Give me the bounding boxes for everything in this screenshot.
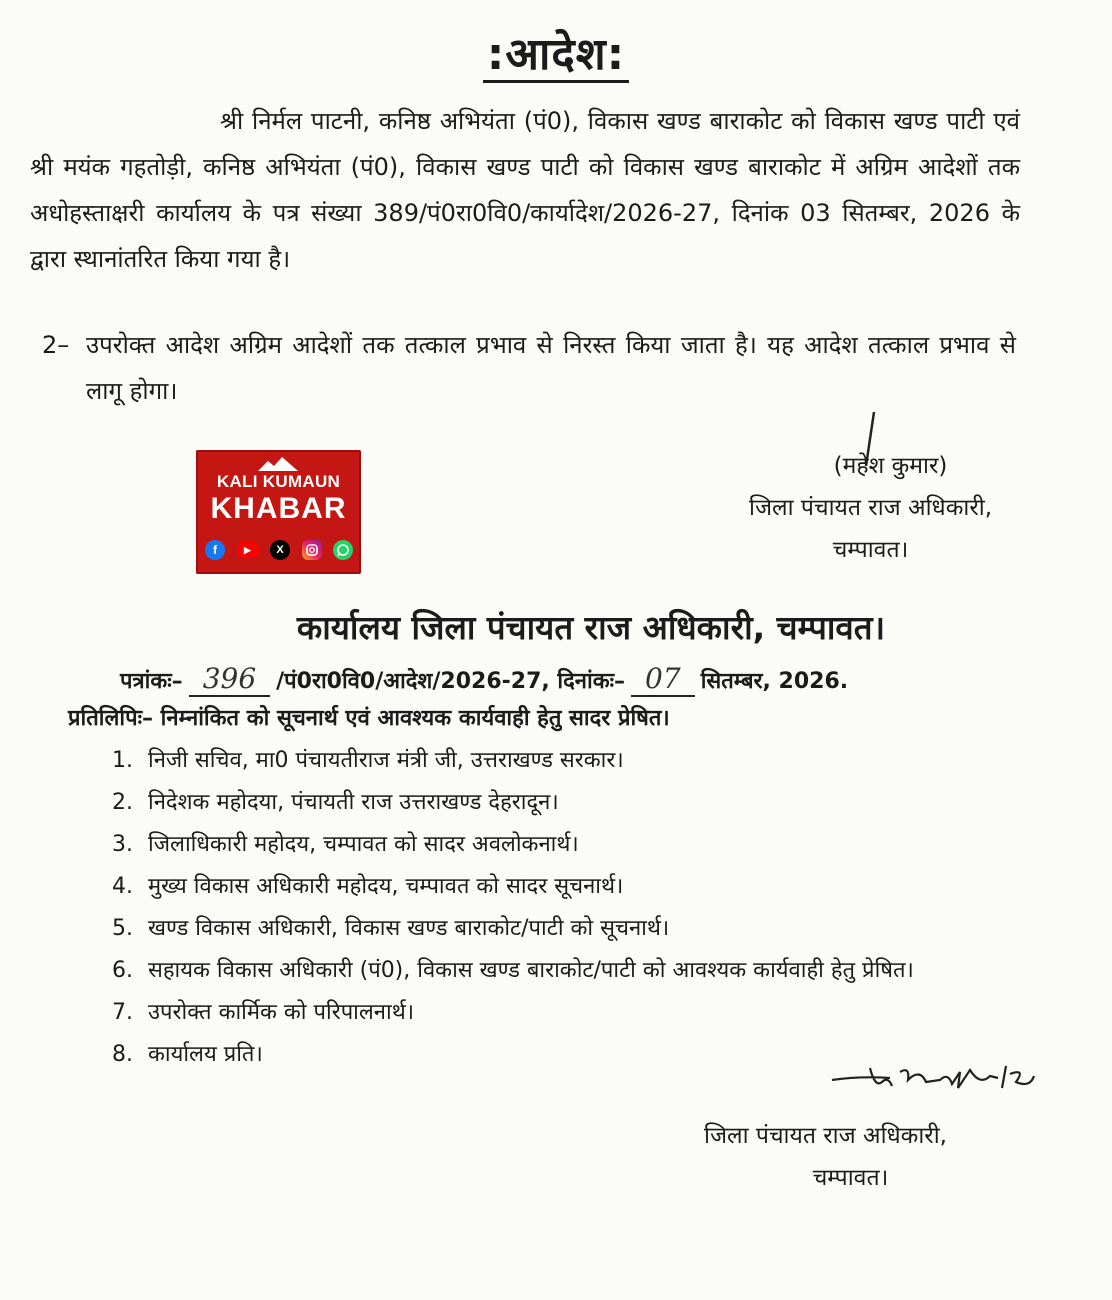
initials-signature	[830, 1058, 1040, 1098]
order-paragraph-2	[42, 322, 1016, 414]
list-item: 1. निजी सचिव, मा0 पंचायतीराज मंत्री जी, उत्तराखण्ड सरकार।	[112, 748, 624, 773]
list-item: 5. खण्ड विकास अधिकारी, विकास खण्ड बाराकोट/पाटी को सूचनार्थ।	[112, 916, 670, 941]
office-heading: कार्यालय जिला पंचायत राज अधिकारी, चम्पावत।	[296, 608, 886, 647]
order-title: :आदेश:	[0, 22, 1112, 82]
mountain-icon	[258, 456, 298, 472]
signature-block-1	[749, 445, 992, 571]
reference-line	[120, 662, 848, 697]
list-item: 3. जिलाधिकारी महोदय, चम्पावत को सादर अवलोकनार्थ।	[112, 832, 579, 857]
ref-suffix: सितम्बर, 2026.	[700, 669, 849, 694]
copy-to-line: प्रतिलिपिः– निम्नांकित को सूचनार्थ एवं आवश्यक कार्यवाही हेतु सादर प्रेषित।	[68, 706, 670, 731]
facebook-icon: f	[205, 540, 225, 560]
ref-mid: /पं0रा0वि0/आदेश/2026-27, दिनांकः–	[276, 669, 626, 694]
list-item: 7. उपरोक्त कार्मिक को परिपालनार्थ।	[112, 1000, 415, 1025]
officer-place: चम्पावत।	[832, 537, 909, 563]
officer-designation: जिला पंचायत राज अधिकारी,	[704, 1123, 947, 1149]
officer-place: चम्पावत।	[812, 1165, 889, 1191]
officer-designation: जिला पंचायत राज अधिकारी,	[749, 495, 992, 521]
logo-line-2: KHABAR	[210, 492, 347, 525]
kali-kumaun-khabar-logo	[196, 450, 361, 574]
copy-recipient-list	[112, 740, 1032, 1076]
ref-number-handwritten: 396	[189, 662, 270, 697]
order-paragraph-1: श्री निर्मल पाटनी, कनिष्ठ अभियंता (पं0), विकास खण्ड बाराकोट को विकास खण्ड पाटी एवं श्री मयंक गहतोड़ी, कनिष्ठ अभियंता (पं0), विकास खण्ड पाटी को विकास खण्ड बाराकोट में अग्रिम आदेशों तक अधोहस्ताक्षरी कार्यालय के पत्र संख्या 389/पं0रा0वि0/कार्यादेश/2026-27, दिनांक 03 सितम्बर, 2026 के द्वारा स्थानांतरित किया गया है।	[30, 107, 1020, 273]
social-icons	[205, 540, 353, 560]
list-item: 2. निदेशक महोदया, पंचायती राज उत्तराखण्ड देहरादून।	[112, 790, 559, 815]
x-icon: X	[270, 540, 290, 560]
ref-day-handwritten: 07	[631, 662, 695, 697]
signature-block-2	[704, 1115, 947, 1199]
instagram-icon	[302, 540, 322, 560]
officer-name: (महेश कुमार)	[833, 453, 948, 479]
list-item: 6. सहायक विकास अधिकारी (पं0), विकास खण्ड बाराकोट/पाटी को आवश्यक कार्यवाही हेतु प्रेषित।	[112, 958, 914, 983]
list-item: 8. कार्यालय प्रति।	[112, 1042, 263, 1067]
whatsapp-icon	[333, 540, 353, 560]
youtube-icon: ▶	[237, 542, 259, 558]
ref-prefix: पत्रांकः–	[120, 669, 183, 694]
paragraph-2-text: उपरोक्त आदेश अग्रिम आदेशों तक तत्काल प्रभाव से निरस्त किया जाता है। यह आदेश तत्काल प्रभाव से लागू होगा।	[86, 331, 1016, 405]
list-item: 4. मुख्य विकास अधिकारी महोदय, चम्पावत को सादर सूचनार्थ।	[112, 874, 624, 899]
logo-line-1: KALI KUMAUN	[216, 472, 341, 491]
paragraph-number: 2–	[42, 331, 70, 359]
